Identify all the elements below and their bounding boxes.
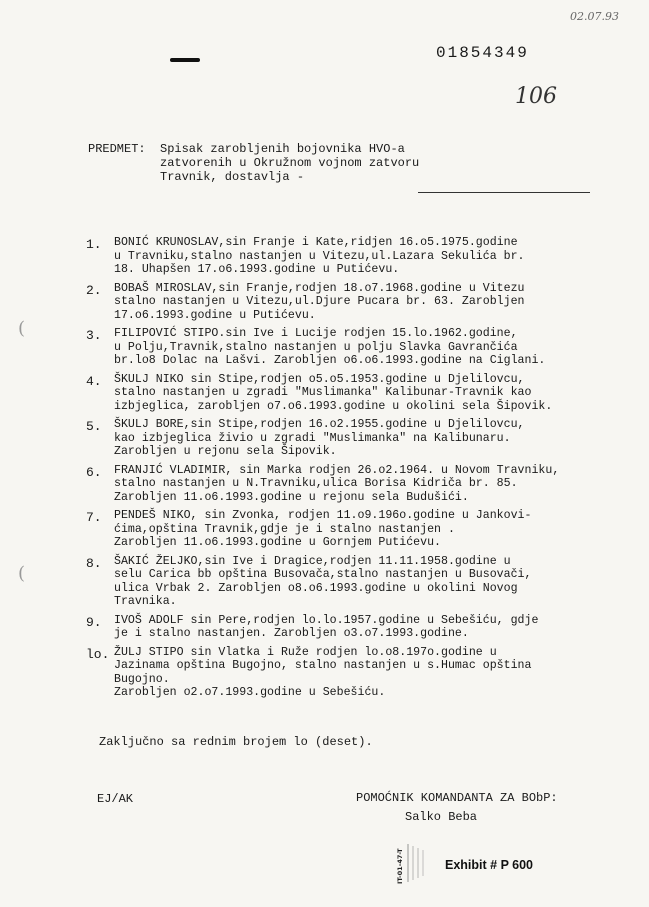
prisoner-entry [86, 555, 626, 609]
initials: EJ/AK [97, 792, 134, 806]
entry-line: 18. Uhapšen 17.o6.1993.godine u Putićevu. [114, 263, 400, 276]
entry-line: Zarobljen u rejonu sela Šipovik. [114, 445, 337, 458]
document-number: 01854349 [436, 44, 529, 62]
prisoner-list [86, 236, 626, 705]
exhibit-stamp-id: IT-01-47-T [396, 848, 404, 884]
redaction-dash [170, 58, 200, 62]
entry-line: Zarobljen 11.o6.1993.godine u rejonu sela Budušići. [114, 490, 469, 504]
prisoner-entry [86, 282, 626, 323]
entry-number: 4. [86, 373, 102, 389]
entry-line: FILIPOVIĆ STIPO.sin Ive i Lucije rodjen 15.lo.1962.godine, [114, 327, 518, 340]
entry-line: u Travniku,stalno nastanjen u Vitezu,ul.Lazara Sekulića br. [114, 249, 525, 263]
prisoner-entry [86, 464, 626, 505]
entry-line: stalno nastanjen u zgradi "Muslimanka" Kalibunar-Travnik kao [114, 386, 532, 399]
entry-number: 7. [86, 510, 102, 525]
entry-line: stalno nastanjen u Vitezu,ul.Djure Pucara br. 63. Zarobljen [114, 295, 525, 308]
entry-line: Zarobljen o2.o7.1993.godine u Sebešiću. [114, 686, 386, 699]
prisoner-entry [86, 373, 626, 414]
signature-title: POMOĆNIK KOMANDANTA ZA BObP: [356, 791, 558, 805]
entry-line: BONIĆ KRUNOSLAV,sin Franje i Kate,ridjen 16.o5.1975.godine [114, 236, 518, 249]
entry-line: izbjeglica, zarobljen o7.o6.1993.godine u okolini sela Šipovik. [114, 399, 553, 413]
prisoner-entry [86, 236, 626, 277]
entry-line: ćima,opština Travnik,gdje je i stalno nastanjen . [114, 522, 455, 536]
prisoner-entry [86, 646, 626, 700]
entry-line: ŠKULJ BORE,sin Stipe,rodjen 16.o2.1955.godine u Djelilovcu, [114, 418, 525, 431]
tribunal-stamp-icon [393, 840, 431, 886]
prisoner-entry [86, 614, 626, 641]
entry-line: IVOŠ ADOLF sin Pere,rodjen lo.lo.1957.godine u Sebešiću, gdje [114, 613, 539, 627]
entry-number: 2. [86, 282, 102, 298]
entry-number: lo. [86, 646, 110, 662]
entry-line: Zarobljen 11.o6.1993.godine u Gornjem Putićevu. [114, 536, 441, 549]
stamp-date: 02.07.93 [570, 10, 619, 23]
entry-line: kao izbjeglica živio u zgradi "Muslimanka" na Kalibunaru. [114, 431, 511, 445]
entry-line: ŠKULJ NIKO sin Stipe,rodjen o5.o5.1953.godine u Djelilovcu, [114, 372, 525, 386]
subject-line: Spisak zarobljenih bojovnika HVO-a [160, 142, 405, 156]
exhibit-stamp [393, 840, 543, 886]
entry-line: FRANJIĆ VLADIMIR, sin Marka rodjen 26.o2.1964. u Novom Travniku, [114, 463, 560, 477]
handwritten-number: 106 [515, 84, 557, 109]
entry-number: 8. [86, 555, 102, 571]
closing-statement: Zaključno sa rednim brojem lo (deset). [99, 735, 373, 749]
subject-line: Travnik, dostavlja - [160, 170, 305, 184]
entry-line: ulica Vrbak 2. Zarobljen o8.o6.1993.godine u okolini Novog [114, 581, 518, 595]
subject-block [88, 142, 419, 184]
margin-mark: ( [18, 563, 26, 584]
entry-line: ŠAKIĆ ŽELJKO,sin Ive i Dragice,rodjen 11.11.1958.godine u [114, 554, 511, 568]
entry-line: 17.o6.1993.godine u Putićevu. [114, 308, 316, 322]
entry-number: 6. [86, 464, 102, 480]
subject-line: zatvorenih u Okružnom vojnom zatvoru [160, 156, 420, 170]
signature-name: Salko Beba [405, 810, 478, 824]
prisoner-entry [86, 509, 626, 550]
entry-line: Jazinama opština Bugojno, stalno nastanjen u s.Humac opština [114, 659, 532, 672]
margin-mark: ( [18, 318, 26, 339]
entry-number: 3. [86, 328, 102, 343]
entry-number: 1. [86, 237, 102, 252]
entry-line: BOBAŠ MIROSLAV,sin Franje,rodjen 18.o7.1968.godine u Vitezu [114, 281, 525, 295]
entry-line: br.lo8 Dolac na Lašvi. Zarobljen o6.o6.1993.godine na Ciglani. [114, 354, 546, 367]
entry-number: 9. [86, 614, 102, 630]
subject-label: PREDMET: [88, 142, 146, 156]
entry-line: stalno nastanjen u N.Travniku,ulica Borisa Kidriča br. 85. [114, 477, 518, 490]
entry-line: ŽULJ STIPO sin Vlatka i Ruže rodjen lo.o8.197o.godine u [114, 645, 497, 659]
entry-line: Bugojno. [114, 672, 170, 686]
entry-line: Travnika. [114, 595, 177, 608]
signature-rule [418, 192, 590, 193]
prisoner-entry [86, 327, 626, 368]
entry-line: u Polju,Travnik,stalno nastanjen u polju Slavka Gavrančića [114, 340, 518, 354]
entry-line: PENDEŠ NIKO, sin Zvonka, rodjen 11.o9.196o.godine u Jankovi- [114, 509, 532, 522]
entry-number: 5. [86, 419, 102, 434]
prisoner-entry [86, 418, 626, 459]
exhibit-label: Exhibit # P 600 [445, 858, 534, 872]
entry-line: je i stalno nastanjen. Zarobljen o3.o7.1993.godine. [114, 627, 469, 640]
entry-line: selu Carica bb opština Busovača,stalno nastanjen u Busovači, [114, 568, 532, 581]
